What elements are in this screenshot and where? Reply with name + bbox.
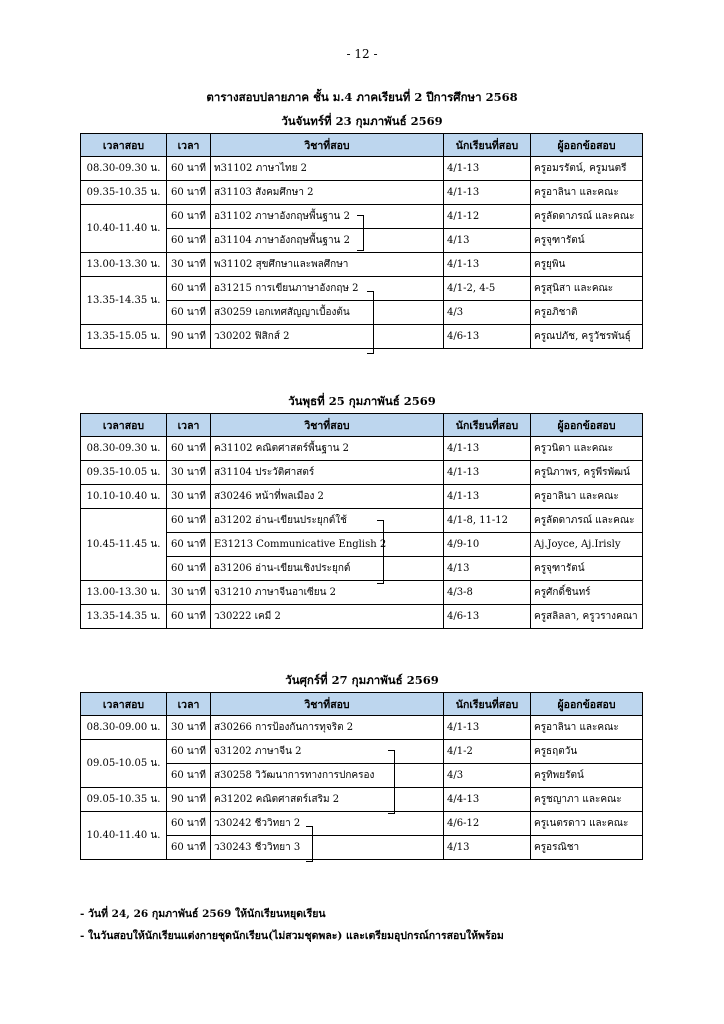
subject-cell: ส30258 วิวัฒนาการทางการปกครอง [211,764,444,788]
duration-cell: 30 นาที [167,485,211,509]
examiner-cell: ครูทิพยรัตน์ [531,764,643,788]
table-row [81,605,643,629]
exam-time-cell: 10.40-11.40 น. [81,812,167,860]
examiner-cell: ครูลัดดาภรณ์ และคณะ [531,205,643,229]
header-exam-time: เวลาสอบ [81,414,167,437]
duration-cell: 60 นาที [167,301,211,325]
subject-cell: อ31215 การเขียนภาษาอังกฤษ 2 [211,277,444,301]
duration-cell: 60 นาที [167,557,211,581]
subject-cell: ส30259 เอกเทศสัญญาเบื้องต้น [211,301,444,325]
exam-time-cell: 08.30-09.00 น. [81,716,167,740]
header-students: นักเรียนที่สอบ [444,414,531,437]
examiner-cell: ครูอาลินา และคณะ [531,181,643,205]
duration-cell: 60 นาที [167,533,211,557]
table-row [81,716,643,740]
subject-cell: พ31102 สุขศึกษาและพลศึกษา [211,253,444,277]
duration-cell: 30 นาที [167,716,211,740]
table-header-row [81,693,643,716]
subject-cell: ค31202 คณิตศาสตร์เสริม 2 [211,788,444,812]
day-title-friday: วันศุกร์ที่ 27 กุมภาพันธ์ 2569 [285,673,439,687]
examiner-cell: ครูณปภัช, ครูวัชรพันธุ์ [531,325,643,349]
day-title-wednesday: วันพุธที่ 25 กุมภาพันธ์ 2569 [288,394,436,408]
examiner-cell: ครูศักดิ์ชินทร์ [531,581,643,605]
subject-cell: E31213 Communicative English 2 [211,533,444,557]
exam-time-cell: 09.05-10.35 น. [81,788,167,812]
subject-cell: ว30242 ชีววิทยา 2 [211,812,444,836]
students-cell: 4/13 [444,557,531,581]
exam-time-cell: 09.35-10.35 น. [81,181,167,205]
notes [80,903,504,947]
subject-cell: ว30202 ฟิสิกส์ 2 [211,325,444,349]
students-cell: 4/13 [444,229,531,253]
examiner-cell: ครูวนิดา และคณะ [531,437,643,461]
students-cell: 4/1-2, 4-5 [444,277,531,301]
table-row [81,157,643,181]
examiner-cell: ครูสลิลลา, ครูวรางคณา [531,605,643,629]
students-cell: 4/1-12 [444,205,531,229]
table-row [81,437,643,461]
table-row [81,485,643,509]
subject-cell: ค31102 คณิตศาสตร์พื้นฐาน 2 [211,437,444,461]
examiner-cell: ครูอาลินา และคณะ [531,716,643,740]
header-examiner: ผู้ออกข้อสอบ [531,134,643,157]
students-cell: 4/1-8, 11-12 [444,509,531,533]
exam-time-cell: 13.00-13.30 น. [81,253,167,277]
students-cell: 4/1-2 [444,740,531,764]
students-cell: 4/1-13 [444,253,531,277]
examiner-cell: ครูเนตรดาว และคณะ [531,812,643,836]
subject-cell: ส30246 หน้าที่พลเมือง 2 [211,485,444,509]
duration-cell: 90 นาที [167,788,211,812]
exam-time-cell: 13.00-13.30 น. [81,581,167,605]
examiner-cell: Aj.Joyce, Aj.Irisly [531,533,643,557]
students-cell: 4/1-13 [444,157,531,181]
duration-cell: 60 นาที [167,812,211,836]
table-header-row [81,134,643,157]
group-bracket [306,826,313,862]
duration-cell: 60 นาที [167,205,211,229]
duration-cell: 30 นาที [167,461,211,485]
duration-cell: 60 นาที [167,437,211,461]
examiner-cell: ครูจุฑารัตน์ [531,229,643,253]
document-title: ตารางสอบปลายภาค ชั้น ม.4 ภาคเรียนที่ 2 ปีการศึกษา 2568 [206,90,518,104]
group-bracket [388,750,395,814]
subject-cell: ส30266 การป้องกันการทุจริต 2 [211,716,444,740]
subject-cell: อ31202 อ่าน-เขียนประยุกต์ใช้ [211,509,444,533]
subject-cell: อ31206 อ่าน-เขียนเชิงประยุกต์ [211,557,444,581]
subject-cell: จ31202 ภาษาจีน 2 [211,740,444,764]
table-header-row [81,414,643,437]
examiner-cell: ครูชญาภา และคณะ [531,788,643,812]
exam-time-cell: 13.35-14.35 น. [81,605,167,629]
table-row [81,253,643,277]
students-cell: 4/1-13 [444,485,531,509]
subject-cell: ส31104 ประวัติศาสตร์ [211,461,444,485]
note-holiday: - วันที่ 24, 26 กุมภาพันธ์ 2569 ให้นักเรียนหยุดเรียน [80,908,326,920]
students-cell: 4/13 [444,836,531,860]
duration-cell: 60 นาที [167,277,211,301]
duration-cell: 60 นาที [167,157,211,181]
duration-cell: 60 นาที [167,740,211,764]
examiner-cell: ครูอรณิชา [531,836,643,860]
examiner-cell: ครูยุพิน [531,253,643,277]
students-cell: 4/4-13 [444,788,531,812]
duration-cell: 60 นาที [167,605,211,629]
day-title-monday: วันจันทร์ที่ 23 กุมภาพันธ์ 2569 [281,114,443,128]
table-row [81,509,643,533]
examiner-cell: ครูจุฑารัตน์ [531,557,643,581]
table-row [81,277,643,301]
subject-cell: ท31102 ภาษาไทย 2 [211,157,444,181]
group-bracket [357,215,364,251]
exam-time-cell: 10.40-11.40 น. [81,205,167,253]
table-row [81,788,643,812]
duration-cell: 60 นาที [167,764,211,788]
schedule-table-wednesday [80,413,643,629]
subject-cell: ว30222 เคมี 2 [211,605,444,629]
exam-time-cell: 13.35-14.35 น. [81,277,167,325]
header-exam-time: เวลาสอบ [81,693,167,716]
duration-cell: 30 นาที [167,253,211,277]
examiner-cell: ครูอภิชาติ [531,301,643,325]
header-examiner: ผู้ออกข้อสอบ [531,414,643,437]
examiner-cell: ครูสุนิสา และคณะ [531,277,643,301]
table-row [81,461,643,485]
subject-cell: ส31103 สังคมศึกษา 2 [211,181,444,205]
duration-cell: 60 นาที [167,229,211,253]
subject-cell: ว30243 ชีววิทยา 3 [211,836,444,860]
exam-time-cell: 13.35-15.05 น. [81,325,167,349]
examiner-cell: ครูลัดดาภรณ์ และคณะ [531,509,643,533]
exam-time-cell: 09.35-10.05 น. [81,461,167,485]
page-number: - 12 - [346,47,378,61]
duration-cell: 60 นาที [167,181,211,205]
subject-cell: จ31210 ภาษาจีนอาเซียน 2 [211,581,444,605]
students-cell: 4/1-13 [444,461,531,485]
students-cell: 4/6-12 [444,812,531,836]
note-uniform: - ในวันสอบให้นักเรียนแต่งกายชุดนักเรียน(ไม่สวมชุดพละ) และเตรียมอุปกรณ์การสอบให้พร้อม [80,930,504,942]
students-cell: 4/9-10 [444,533,531,557]
students-cell: 4/6-13 [444,325,531,349]
schedule-table-friday [80,692,643,860]
students-cell: 4/3 [444,764,531,788]
students-cell: 4/1-13 [444,437,531,461]
duration-cell: 30 นาที [167,581,211,605]
header-students: นักเรียนที่สอบ [444,134,531,157]
students-cell: 4/6-13 [444,605,531,629]
header-duration: เวลา [167,134,211,157]
header-students: นักเรียนที่สอบ [444,693,531,716]
exam-time-cell: 10.45-11.45 น. [81,509,167,581]
exam-time-cell: 10.10-10.40 น. [81,485,167,509]
examiner-cell: ครูอาลินา และคณะ [531,485,643,509]
table-row [81,325,643,349]
students-cell: 4/1-13 [444,181,531,205]
group-bracket [377,520,384,584]
header-subject: วิชาที่สอบ [211,693,444,716]
duration-cell: 60 นาที [167,836,211,860]
header-subject: วิชาที่สอบ [211,134,444,157]
group-bracket [367,291,374,354]
students-cell: 4/3 [444,301,531,325]
examiner-cell: ครูธฤตวัน [531,740,643,764]
header-duration: เวลา [167,414,211,437]
examiner-cell: ครูอมรรัตน์, ครูมนตรี [531,157,643,181]
subject-cell: อ31104 ภาษาอังกฤษพื้นฐาน 2 [211,229,444,253]
students-cell: 4/1-13 [444,716,531,740]
table-row [81,581,643,605]
exam-time-cell: 09.05-10.05 น. [81,740,167,788]
students-cell: 4/3-8 [444,581,531,605]
exam-time-cell: 08.30-09.30 น. [81,157,167,181]
header-duration: เวลา [167,693,211,716]
subject-cell: อ31102 ภาษาอังกฤษพื้นฐาน 2 [211,205,444,229]
table-row [81,812,643,836]
table-row [81,740,643,764]
table-row [81,181,643,205]
duration-cell: 60 นาที [167,509,211,533]
header-subject: วิชาที่สอบ [211,414,444,437]
examiner-cell: ครูนิภาพร, ครูพีรพัฒน์ [531,461,643,485]
header-exam-time: เวลาสอบ [81,134,167,157]
duration-cell: 90 นาที [167,325,211,349]
exam-time-cell: 08.30-09.30 น. [81,437,167,461]
header-examiner: ผู้ออกข้อสอบ [531,693,643,716]
